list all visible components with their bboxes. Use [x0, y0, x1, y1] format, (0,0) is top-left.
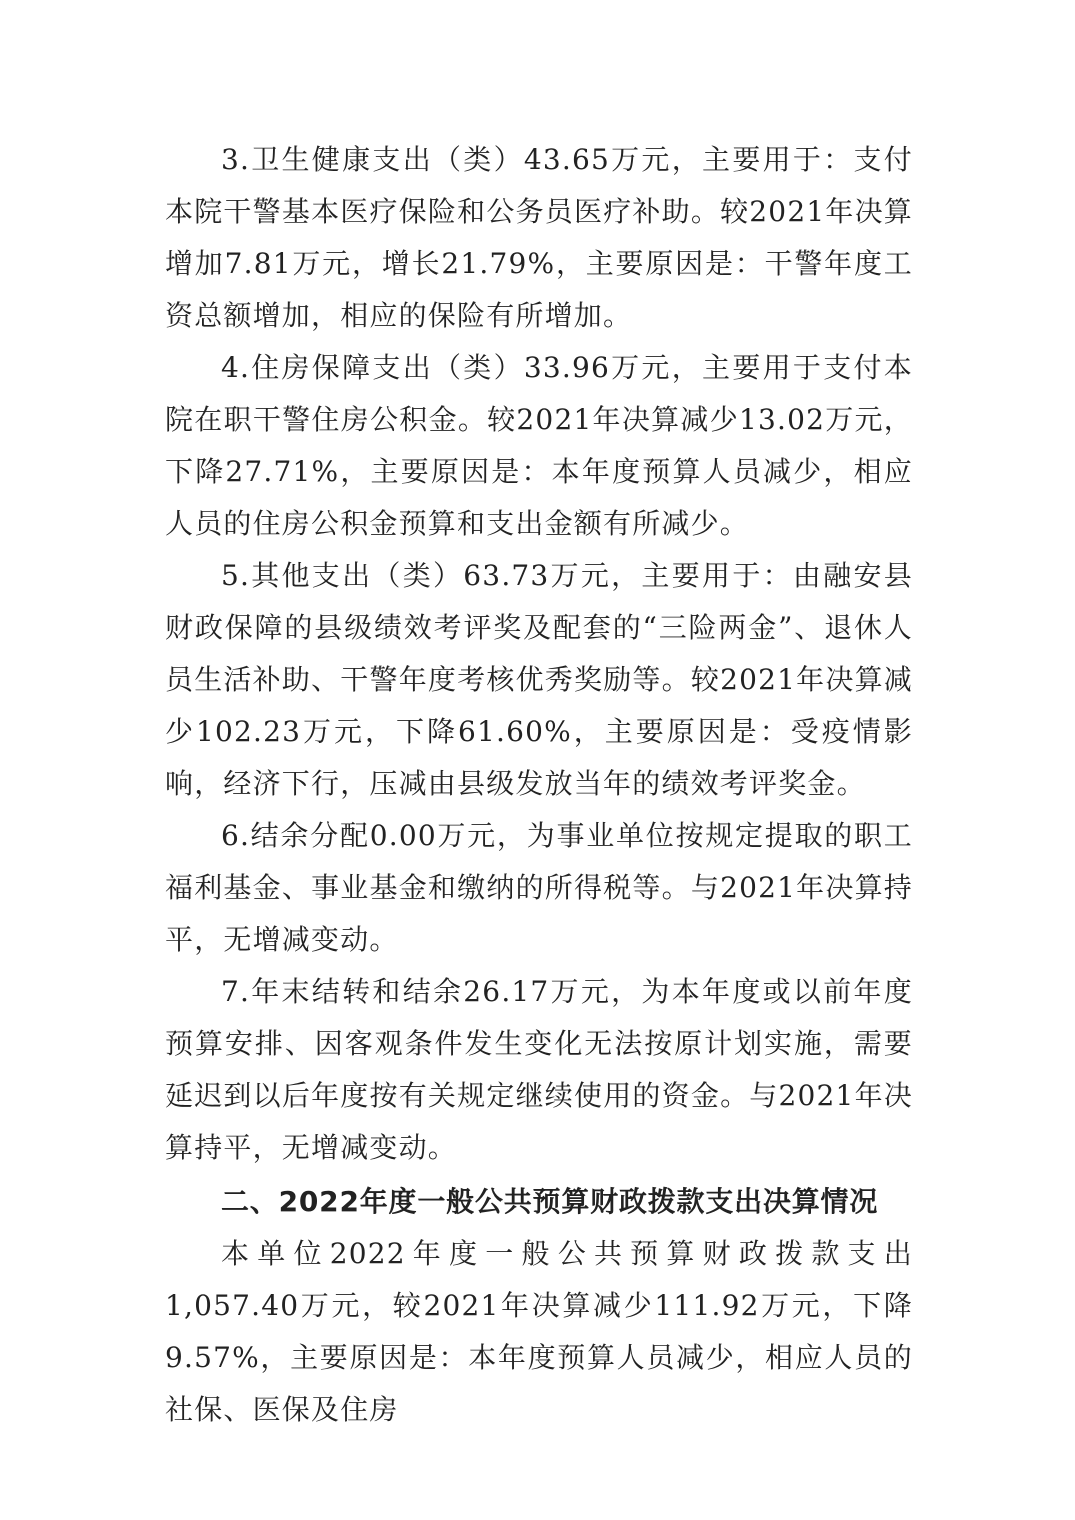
paragraph-other-expenditure: 5.其他支出（类）63.73万元，主要用于：由融安县财政保障的县级绩效考评奖及配套的“三险两金”、退休人员生活补助、干警年度考核优秀奖励等。较2021年决算减少102.23万元，下降61.60%，主要原因是：受疫情影响，经济下行，压减由县级发放当年的绩效考评奖金。 — [165, 559, 913, 800]
paragraph-surplus-distribution: 6.结余分配0.00万元，为事业单位按规定提取的职工福利基金、事业基金和缴纳的所得税等。与2021年决算持平，无增减变动。 — [165, 819, 913, 956]
document-body — [165, 134, 913, 1436]
paragraph-health-expenditure: 3.卫生健康支出（类）43.65万元，主要用于：支付本院干警基本医疗保险和公务员医疗补助。较2021年决算增加7.81万元，增长21.79%，主要原因是：干警年度工资总额增加，相应的保险有所增加。 — [165, 143, 913, 332]
paragraph-general-budget-summary: 本单位2022年度一般公共预算财政拨款支出1,057.40万元，较2021年决算减少111.92万元，下降9.57%，主要原因是：本年度预算人员减少，相应人员的社保、医保及住房 — [165, 1237, 913, 1426]
section-heading: 二、2022年度一般公共预算财政拨款支出决算情况 — [221, 1185, 879, 1218]
paragraph-housing-expenditure: 4.住房保障支出（类）33.96万元，主要用于支付本院在职干警住房公积金。较2021年决算减少13.02万元，下降27.71%，主要原因是：本年度预算人员减少，相应人员的住房公积金预算和支出金额有所减少。 — [165, 351, 913, 540]
paragraph-year-end-carryover: 7.年末结转和结余26.17万元，为本年度或以前年度预算安排、因客观条件发生变化无法按原计划实施，需要延迟到以后年度按有关规定继续使用的资金。与2021年决算持平，无增减变动。 — [165, 975, 913, 1164]
